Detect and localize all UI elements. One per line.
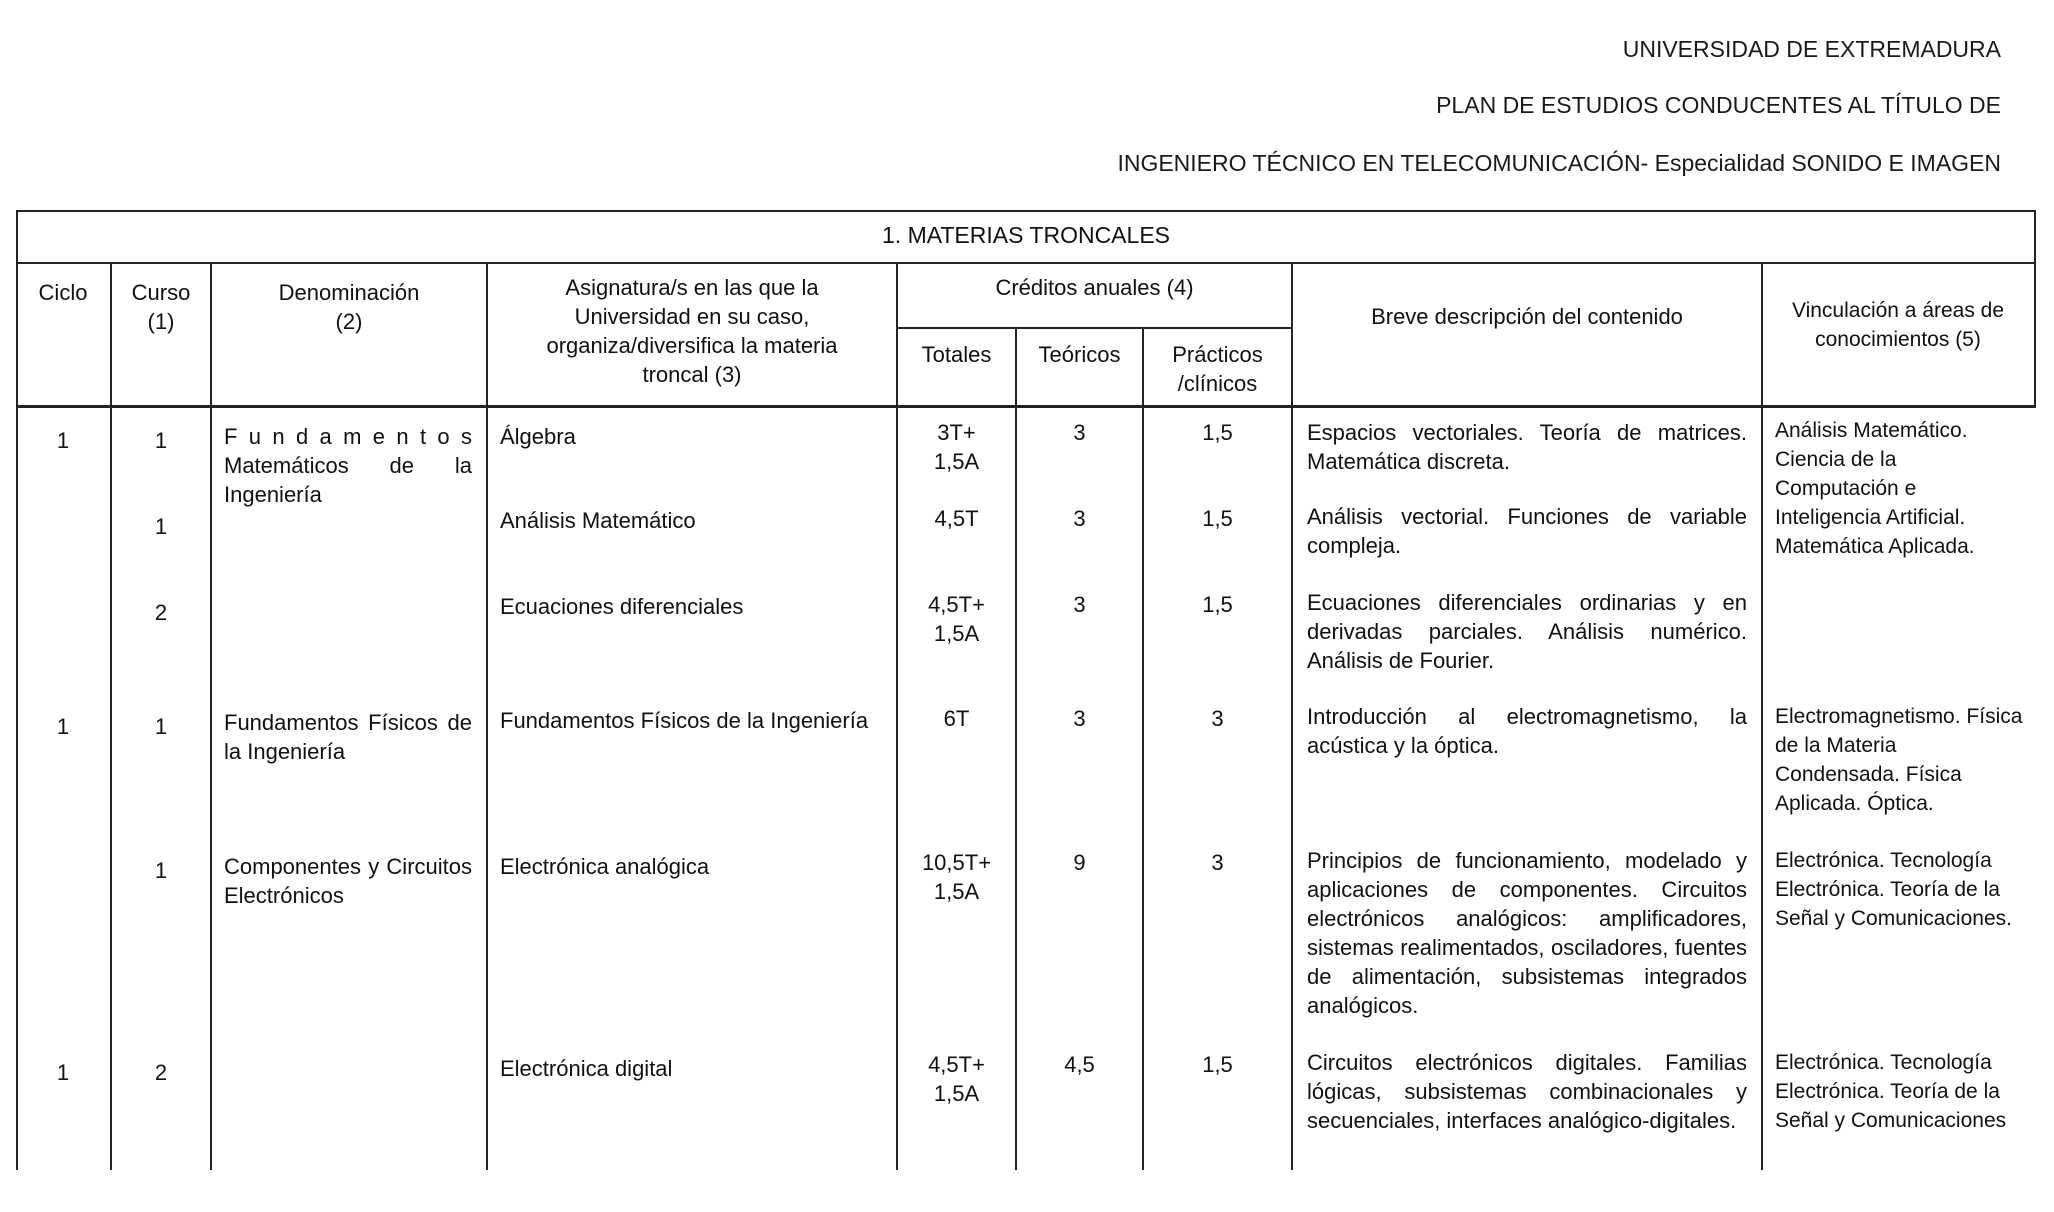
- cell-curso: 2: [154, 1060, 168, 1085]
- col-header-denominacion: Denominación (2): [278, 280, 420, 334]
- title-divider: [16, 262, 2036, 264]
- cell-practicos: 1,5: [1202, 592, 1233, 617]
- cell-practicos: 3: [1211, 850, 1224, 875]
- cell-curso: 1: [154, 858, 168, 883]
- header-bottom-border: [16, 405, 2036, 408]
- cell-descripcion: Circuitos electrónicos digitales. Familias lógicas, subsistemas combinacionales y secuenciales, interfaces analógico-digitales.: [1307, 1050, 1747, 1133]
- col-divider-teoricos: [1142, 327, 1144, 1170]
- cell-asignatura: Ecuaciones diferenciales: [500, 594, 744, 619]
- cell-vinculacion: Electrónica. Tecnología Electrónica. Teoría de la Señal y Comunicaciones.: [1775, 849, 2012, 930]
- cell-totales: 4,5T: [934, 506, 979, 531]
- col-divider-curso: [210, 262, 212, 1170]
- cell-curso: 1: [154, 514, 168, 539]
- cell-teoricos: 9: [1073, 850, 1086, 875]
- cell-vinculacion: Electromagnetismo. Física de la Materia Condensada. Física Aplicada. Óptica.: [1775, 705, 2023, 815]
- cell-descripcion: Introducción al electromagnetismo, la acústica y la óptica.: [1307, 704, 1747, 758]
- cell-teoricos: 4,5: [1064, 1052, 1095, 1077]
- col-header-ciclo: Ciclo: [38, 280, 88, 305]
- cell-teoricos: 3: [1073, 592, 1086, 617]
- cell-totales: 10,5T+ 1,5A: [921, 850, 992, 904]
- col-header-curso: Curso (1): [131, 280, 191, 334]
- cell-descripcion: Análisis vectorial. Funciones de variable compleja.: [1307, 504, 1747, 558]
- cell-teoricos: 3: [1073, 706, 1086, 731]
- cell-descripcion: Ecuaciones diferenciales ordinarias y en derivadas parciales. Análisis numérico. Análisis de Fourier.: [1307, 590, 1747, 673]
- col-header-totales: Totales: [921, 342, 992, 367]
- cell-asignatura: Fundamentos Físicos de la Ingeniería: [500, 708, 869, 733]
- cell-totales: 3T+ 1,5A: [933, 420, 980, 474]
- table-left-border: [16, 210, 18, 1170]
- cell-teoricos: 3: [1073, 506, 1086, 531]
- col-divider-totales: [1015, 327, 1017, 1170]
- cell-totales: 6T: [943, 706, 970, 731]
- col-divider-creditos: [1291, 262, 1293, 1170]
- cell-curso: 2: [154, 600, 168, 625]
- col-header-creditos: Créditos anuales (4): [995, 275, 1194, 300]
- table-title: 1. MATERIAS TRONCALES: [882, 222, 1170, 248]
- col-header-practicos: Prácticos /clínicos: [1172, 342, 1263, 396]
- cell-asignatura: Álgebra: [500, 424, 576, 449]
- materias-troncales-table: [16, 210, 2036, 1180]
- cell-teoricos: 3: [1073, 420, 1086, 445]
- cell-ciclo: 1: [56, 714, 70, 739]
- cell-asignatura: Electrónica digital: [500, 1056, 673, 1081]
- cell-denominacion: F u n d a m e n t o s Matemáticos de la Ingeniería: [224, 424, 472, 507]
- plan-title: PLAN DE ESTUDIOS CONDUCENTES AL TÍTULO DE: [1436, 92, 2001, 118]
- col-header-vinculacion: Vinculación a áreas de conocimientos (5): [1791, 299, 2005, 351]
- cell-practicos: 1,5: [1202, 506, 1233, 531]
- table-top-border: [16, 210, 2036, 212]
- university-name: UNIVERSIDAD DE EXTREMADURA: [1622, 36, 2001, 62]
- col-header-asignatura: Asignatura/s en las que la Universidad en su caso, organiza/diversifica la materia troncal (3): [546, 275, 838, 387]
- cell-vinculacion: Análisis Matemático. Ciencia de la Computación e Inteligencia Artificial. Matemática Aplicada.: [1775, 419, 1975, 558]
- cell-asignatura: Electrónica analógica: [500, 854, 710, 879]
- col-header-teoricos: Teóricos: [1038, 342, 1121, 367]
- cell-practicos: 3: [1211, 706, 1224, 731]
- cell-descripcion: Principios de funcionamiento, modelado y aplicaciones de componentes. Circuitos electrónicos analógicos: amplificadores, sistemas realimentados, osciladores, fuentes de alimentación, subsistemas integrados analógicos.: [1307, 848, 1747, 1018]
- col-divider-descripcion: [1761, 262, 1763, 1170]
- cell-vinculacion: Electrónica. Tecnología Electrónica. Teoría de la Señal y Comunicaciones: [1775, 1051, 2007, 1132]
- cell-descripcion: Espacios vectoriales. Teoría de matrices. Matemática discreta.: [1307, 420, 1747, 474]
- col-divider-denominacion: [486, 262, 488, 1170]
- cell-practicos: 1,5: [1202, 420, 1233, 445]
- cell-asignatura: Análisis Matemático: [500, 508, 696, 533]
- credits-subheader-divider: [896, 327, 1291, 329]
- degree-title: INGENIERO TÉCNICO EN TELECOMUNICACIÓN- Especialidad SONIDO E IMAGEN: [1117, 150, 2001, 176]
- cell-totales: 4,5T+ 1,5A: [928, 1052, 985, 1106]
- col-header-descripcion: Breve descripción del contenido: [1371, 304, 1683, 329]
- cell-ciclo: 1: [56, 428, 70, 453]
- cell-practicos: 1,5: [1202, 1052, 1233, 1077]
- cell-totales: 4,5T+ 1,5A: [928, 592, 985, 646]
- cell-denominacion: Componentes y Circuitos Electrónicos: [224, 854, 472, 908]
- cell-curso: 1: [154, 428, 168, 453]
- cell-ciclo: 1: [56, 1060, 70, 1085]
- cell-denominacion: Fundamentos Físicos de la Ingeniería: [224, 710, 472, 764]
- cell-curso: 1: [154, 714, 168, 739]
